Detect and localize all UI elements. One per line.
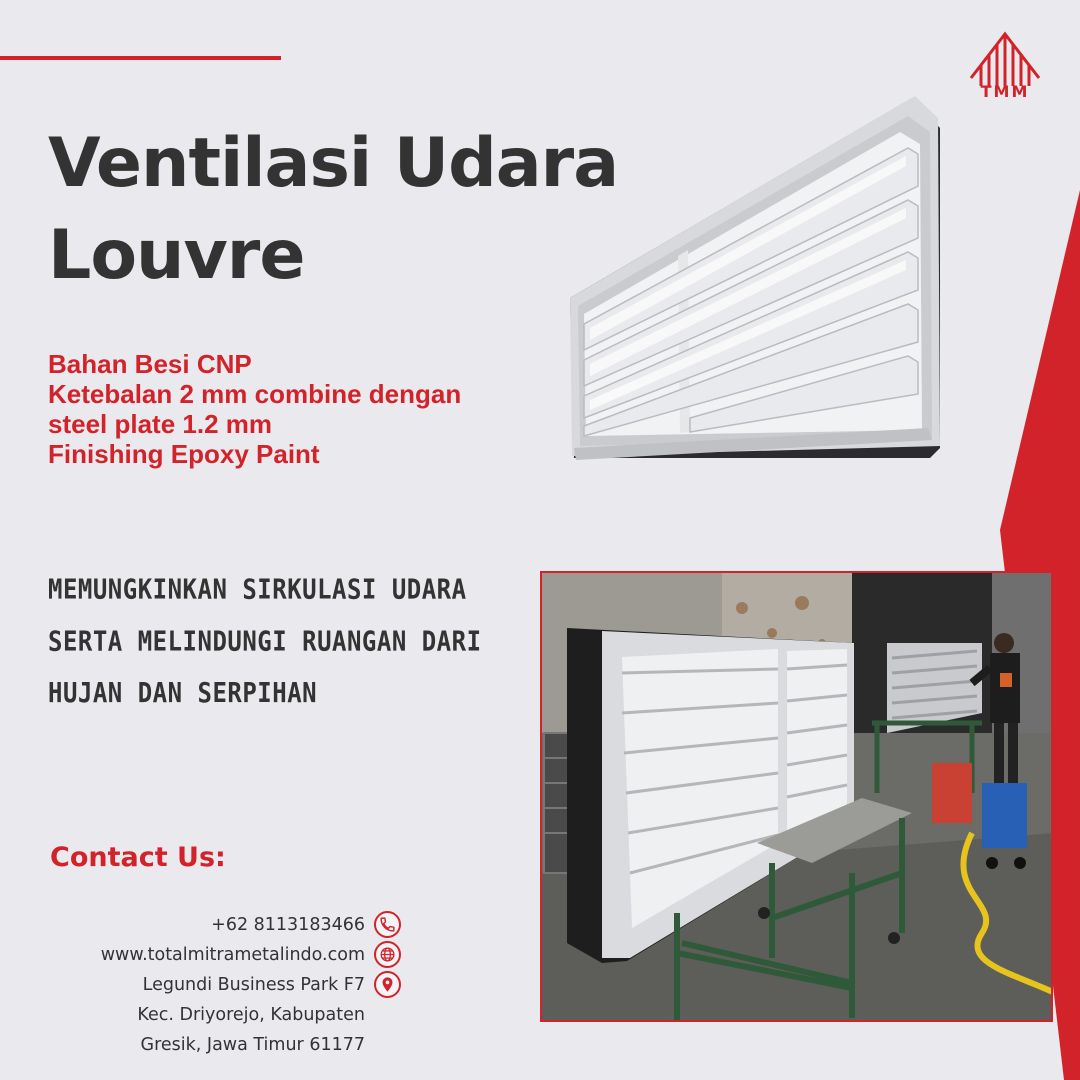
spec-item: Finishing Epoxy Paint: [48, 439, 320, 469]
spec-item: Ketebalan 2 mm combine dengan: [48, 379, 462, 409]
tagline-line: HUJAN DAN SERPIHAN: [48, 676, 318, 709]
contact-address-line: Kec. Driyorejo, Kabupaten: [137, 1005, 365, 1025]
contact-details: [30, 910, 365, 1060]
title-line-1: Ventilasi Udara: [48, 124, 619, 203]
contact-address-line: Gresik, Jawa Timur 61177: [140, 1035, 365, 1055]
contact-website[interactable]: www.totalmitrametalindo.com: [100, 945, 365, 965]
tagline-line: MEMUNGKINKAN SIRKULASI UDARA: [48, 573, 467, 606]
title-line-2: Louvre: [48, 216, 305, 295]
top-accent-rule: [0, 56, 281, 60]
phone-icon: [374, 911, 401, 938]
tagline: [48, 564, 498, 719]
globe-icon: [374, 941, 401, 968]
logo-text: TMM: [980, 82, 1030, 101]
contact-phone[interactable]: +62 8113183466: [211, 915, 365, 935]
location-pin-icon: [374, 971, 401, 998]
contact-title: Contact Us:: [50, 842, 226, 873]
spec-list: [48, 349, 548, 469]
workshop-painting-photo: [540, 571, 1053, 1022]
spec-item: Bahan Besi CNP: [48, 349, 252, 379]
louvre-product-photo: [560, 88, 980, 468]
contact-address-line: Legundi Business Park F7: [142, 975, 365, 995]
tagline-line: SERTA MELINDUNGI RUANGAN DARI: [48, 624, 482, 658]
spec-item: steel plate 1.2 mm: [48, 409, 272, 439]
